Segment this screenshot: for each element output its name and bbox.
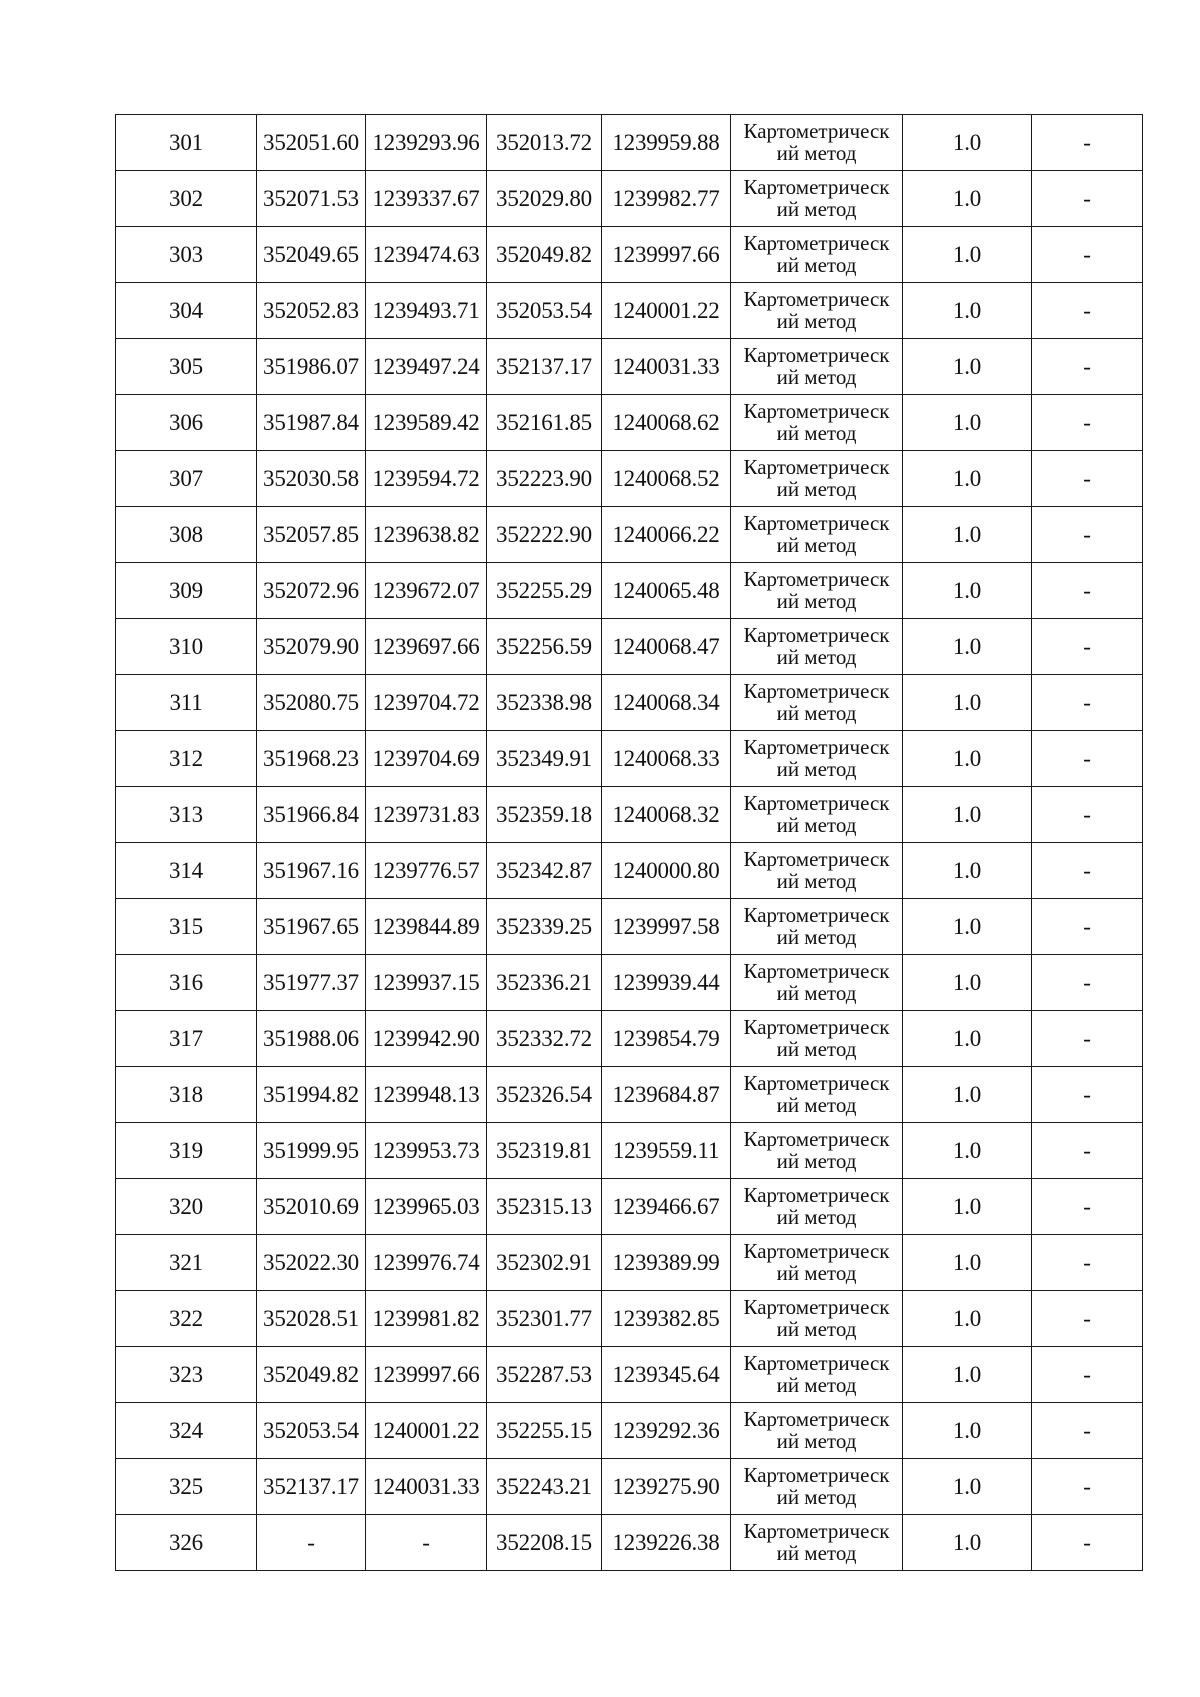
accuracy-cell: 1.0	[903, 563, 1032, 619]
method-text-line-1: Картометрическ	[743, 1350, 890, 1375]
note-cell: -	[1032, 1515, 1143, 1571]
accuracy-cell: 1.0	[903, 955, 1032, 1011]
existing-x-cell: 351977.37	[257, 955, 366, 1011]
existing-x-cell: 351987.84	[257, 395, 366, 451]
method-cell	[731, 1347, 903, 1403]
method-text-line-2: ий метод	[776, 700, 857, 725]
coordinates-table	[115, 114, 1143, 1571]
new-x-cell: 352301.77	[487, 1291, 602, 1347]
table-row	[116, 899, 1143, 955]
method-cell	[731, 1011, 903, 1067]
new-x-cell: 352029.80	[487, 171, 602, 227]
point-number-cell: 317	[116, 1011, 257, 1067]
new-x-cell: 352332.72	[487, 1011, 602, 1067]
new-x-cell: 352243.21	[487, 1459, 602, 1515]
new-x-cell: 352137.17	[487, 339, 602, 395]
method-cell	[731, 1515, 903, 1571]
point-number-cell: 322	[116, 1291, 257, 1347]
method-text-line-1: Картометрическ	[743, 230, 890, 255]
method-text-line-2: ий метод	[776, 1372, 857, 1397]
accuracy-cell: 1.0	[903, 787, 1032, 843]
existing-x-cell: 351967.16	[257, 843, 366, 899]
method-text-line-2: ий метод	[776, 1204, 857, 1229]
method-text-line-1: Картометрическ	[743, 286, 890, 311]
new-x-cell: 352161.85	[487, 395, 602, 451]
new-x-cell: 352326.54	[487, 1067, 602, 1123]
existing-y-cell: 1239293.96	[366, 115, 487, 171]
method-text-line-1: Картометрическ	[743, 566, 890, 591]
method-text-line-2: ий метод	[776, 1540, 857, 1565]
existing-y-cell: 1239953.73	[366, 1123, 487, 1179]
existing-y-cell: 1239844.89	[366, 899, 487, 955]
method-cell	[731, 283, 903, 339]
table-row	[116, 1403, 1143, 1459]
method-cell	[731, 675, 903, 731]
method-text-line-2: ий метод	[776, 252, 857, 277]
existing-y-cell: 1239704.72	[366, 675, 487, 731]
method-text-line-1: Картометрическ	[743, 622, 890, 647]
accuracy-cell: 1.0	[903, 283, 1032, 339]
point-number-cell: 312	[116, 731, 257, 787]
accuracy-cell: 1.0	[903, 1235, 1032, 1291]
new-x-cell: 352255.29	[487, 563, 602, 619]
existing-y-cell: 1239704.69	[366, 731, 487, 787]
table-row	[116, 451, 1143, 507]
existing-y-cell: 1239672.07	[366, 563, 487, 619]
table-body	[116, 115, 1143, 1571]
table-row	[116, 507, 1143, 563]
existing-x-cell: 352051.60	[257, 115, 366, 171]
existing-x-cell: 351999.95	[257, 1123, 366, 1179]
method-cell	[731, 787, 903, 843]
point-number-cell: 320	[116, 1179, 257, 1235]
new-x-cell: 352013.72	[487, 115, 602, 171]
table-row	[116, 1235, 1143, 1291]
existing-y-cell: 1239731.83	[366, 787, 487, 843]
new-y-cell: 1239292.36	[602, 1403, 731, 1459]
accuracy-cell: 1.0	[903, 339, 1032, 395]
existing-y-cell: 1240001.22	[366, 1403, 487, 1459]
accuracy-cell: 1.0	[903, 1459, 1032, 1515]
method-text-line-2: ий метод	[776, 196, 857, 221]
new-x-cell: 352049.82	[487, 227, 602, 283]
point-number-cell: 325	[116, 1459, 257, 1515]
new-x-cell: 352287.53	[487, 1347, 602, 1403]
existing-y-cell: 1239997.66	[366, 1347, 487, 1403]
note-cell: -	[1032, 1011, 1143, 1067]
new-y-cell: 1240068.52	[602, 451, 731, 507]
accuracy-cell: 1.0	[903, 1515, 1032, 1571]
existing-x-cell: 351986.07	[257, 339, 366, 395]
note-cell: -	[1032, 899, 1143, 955]
method-text-line-2: ий метод	[776, 924, 857, 949]
point-number-cell: 324	[116, 1403, 257, 1459]
table-row	[116, 1123, 1143, 1179]
accuracy-cell: 1.0	[903, 1067, 1032, 1123]
new-y-cell: 1240065.48	[602, 563, 731, 619]
new-y-cell: 1239382.85	[602, 1291, 731, 1347]
new-y-cell: 1239226.38	[602, 1515, 731, 1571]
new-x-cell: 352336.21	[487, 955, 602, 1011]
new-x-cell: 352302.91	[487, 1235, 602, 1291]
method-text-line-1: Картометрическ	[743, 1126, 890, 1151]
existing-x-cell: -	[257, 1515, 366, 1571]
new-x-cell: 352053.54	[487, 283, 602, 339]
new-y-cell: 1239997.66	[602, 227, 731, 283]
table-row	[116, 563, 1143, 619]
new-y-cell: 1239982.77	[602, 171, 731, 227]
new-x-cell: 352319.81	[487, 1123, 602, 1179]
method-text-line-1: Картометрическ	[743, 846, 890, 871]
new-x-cell: 352315.13	[487, 1179, 602, 1235]
accuracy-cell: 1.0	[903, 395, 1032, 451]
new-x-cell: 352359.18	[487, 787, 602, 843]
method-text-line-2: ий метод	[776, 364, 857, 389]
new-y-cell: 1240068.32	[602, 787, 731, 843]
new-y-cell: 1239275.90	[602, 1459, 731, 1515]
method-text-line-2: ий метод	[776, 980, 857, 1005]
existing-y-cell: 1239638.82	[366, 507, 487, 563]
existing-x-cell: 352080.75	[257, 675, 366, 731]
accuracy-cell: 1.0	[903, 227, 1032, 283]
method-text-line-2: ий метод	[776, 588, 857, 613]
method-text-line-1: Картометрическ	[743, 1406, 890, 1431]
accuracy-cell: 1.0	[903, 1011, 1032, 1067]
method-cell	[731, 507, 903, 563]
method-text-line-1: Картометрическ	[743, 510, 890, 535]
method-text-line-2: ий метод	[776, 1428, 857, 1453]
accuracy-cell: 1.0	[903, 675, 1032, 731]
existing-x-cell: 352010.69	[257, 1179, 366, 1235]
existing-y-cell: 1239594.72	[366, 451, 487, 507]
existing-y-cell: 1239497.24	[366, 339, 487, 395]
new-y-cell: 1239389.99	[602, 1235, 731, 1291]
method-text-line-1: Картометрическ	[743, 342, 890, 367]
existing-y-cell: 1239474.63	[366, 227, 487, 283]
method-cell	[731, 899, 903, 955]
new-y-cell: 1240068.62	[602, 395, 731, 451]
note-cell: -	[1032, 451, 1143, 507]
method-cell	[731, 115, 903, 171]
existing-x-cell: 351968.23	[257, 731, 366, 787]
method-cell	[731, 451, 903, 507]
existing-x-cell: 352072.96	[257, 563, 366, 619]
note-cell: -	[1032, 507, 1143, 563]
method-text-line-2: ий метод	[776, 644, 857, 669]
accuracy-cell: 1.0	[903, 843, 1032, 899]
method-cell	[731, 731, 903, 787]
method-cell	[731, 1235, 903, 1291]
note-cell: -	[1032, 395, 1143, 451]
table-row	[116, 1179, 1143, 1235]
new-y-cell: 1240001.22	[602, 283, 731, 339]
note-cell: -	[1032, 787, 1143, 843]
point-number-cell: 319	[116, 1123, 257, 1179]
table-row	[116, 1459, 1143, 1515]
new-y-cell: 1239997.58	[602, 899, 731, 955]
new-x-cell: 352223.90	[487, 451, 602, 507]
existing-x-cell: 352022.30	[257, 1235, 366, 1291]
point-number-cell: 307	[116, 451, 257, 507]
method-text-line-1: Картометрическ	[743, 174, 890, 199]
point-number-cell: 306	[116, 395, 257, 451]
note-cell: -	[1032, 283, 1143, 339]
point-number-cell: 308	[116, 507, 257, 563]
accuracy-cell: 1.0	[903, 171, 1032, 227]
new-x-cell: 352349.91	[487, 731, 602, 787]
method-cell	[731, 563, 903, 619]
new-y-cell: 1239559.11	[602, 1123, 731, 1179]
method-cell	[731, 1459, 903, 1515]
method-cell	[731, 843, 903, 899]
existing-y-cell: 1239976.74	[366, 1235, 487, 1291]
note-cell: -	[1032, 1459, 1143, 1515]
new-x-cell: 352208.15	[487, 1515, 602, 1571]
table-row	[116, 955, 1143, 1011]
method-text-line-1: Картометрическ	[743, 678, 890, 703]
existing-y-cell: 1239776.57	[366, 843, 487, 899]
existing-x-cell: 351988.06	[257, 1011, 366, 1067]
note-cell: -	[1032, 563, 1143, 619]
table-row	[116, 1067, 1143, 1123]
existing-x-cell: 352071.53	[257, 171, 366, 227]
note-cell: -	[1032, 1123, 1143, 1179]
point-number-cell: 311	[116, 675, 257, 731]
method-text-line-1: Картометрическ	[743, 1294, 890, 1319]
point-number-cell: 321	[116, 1235, 257, 1291]
table-row	[116, 1011, 1143, 1067]
point-number-cell: 318	[116, 1067, 257, 1123]
new-y-cell: 1240031.33	[602, 339, 731, 395]
new-x-cell: 352222.90	[487, 507, 602, 563]
method-text-line-2: ий метод	[776, 308, 857, 333]
existing-y-cell: 1239942.90	[366, 1011, 487, 1067]
method-text-line-2: ий метод	[776, 868, 857, 893]
new-x-cell: 352256.59	[487, 619, 602, 675]
new-y-cell: 1240068.34	[602, 675, 731, 731]
method-text-line-1: Картометрическ	[743, 1462, 890, 1487]
note-cell: -	[1032, 339, 1143, 395]
method-text-line-2: ий метод	[776, 756, 857, 781]
new-y-cell: 1240000.80	[602, 843, 731, 899]
existing-y-cell: 1239948.13	[366, 1067, 487, 1123]
point-number-cell: 323	[116, 1347, 257, 1403]
point-number-cell: 315	[116, 899, 257, 955]
method-text-line-2: ий метод	[776, 532, 857, 557]
table-row	[116, 1291, 1143, 1347]
accuracy-cell: 1.0	[903, 1347, 1032, 1403]
method-cell	[731, 619, 903, 675]
point-number-cell: 302	[116, 171, 257, 227]
point-number-cell: 316	[116, 955, 257, 1011]
new-y-cell: 1239939.44	[602, 955, 731, 1011]
method-text-line-1: Картометрическ	[743, 1238, 890, 1263]
method-cell	[731, 1291, 903, 1347]
existing-y-cell: 1239493.71	[366, 283, 487, 339]
note-cell: -	[1032, 1067, 1143, 1123]
method-cell	[731, 1179, 903, 1235]
existing-y-cell: -	[366, 1515, 487, 1571]
existing-x-cell: 352057.85	[257, 507, 366, 563]
method-cell	[731, 339, 903, 395]
new-y-cell: 1239854.79	[602, 1011, 731, 1067]
method-text-line-1: Картометрическ	[743, 118, 890, 143]
method-text-line-1: Картометрическ	[743, 1182, 890, 1207]
new-y-cell: 1239684.87	[602, 1067, 731, 1123]
note-cell: -	[1032, 115, 1143, 171]
new-x-cell: 352339.25	[487, 899, 602, 955]
new-y-cell: 1240068.47	[602, 619, 731, 675]
note-cell: -	[1032, 1291, 1143, 1347]
accuracy-cell: 1.0	[903, 731, 1032, 787]
note-cell: -	[1032, 1235, 1143, 1291]
note-cell: -	[1032, 675, 1143, 731]
existing-x-cell: 351994.82	[257, 1067, 366, 1123]
method-cell	[731, 395, 903, 451]
method-text-line-1: Картометрическ	[743, 398, 890, 423]
table-row	[116, 787, 1143, 843]
existing-x-cell: 351967.65	[257, 899, 366, 955]
table-row	[116, 283, 1143, 339]
point-number-cell: 304	[116, 283, 257, 339]
accuracy-cell: 1.0	[903, 451, 1032, 507]
table-row	[116, 339, 1143, 395]
existing-y-cell: 1239337.67	[366, 171, 487, 227]
note-cell: -	[1032, 843, 1143, 899]
accuracy-cell: 1.0	[903, 507, 1032, 563]
new-x-cell: 352342.87	[487, 843, 602, 899]
table-row	[116, 227, 1143, 283]
existing-x-cell: 352137.17	[257, 1459, 366, 1515]
new-y-cell: 1239345.64	[602, 1347, 731, 1403]
method-text-line-2: ий метод	[776, 1260, 857, 1285]
new-x-cell: 352255.15	[487, 1403, 602, 1459]
method-text-line-1: Картометрическ	[743, 958, 890, 983]
method-text-line-1: Картометрическ	[743, 1014, 890, 1039]
method-cell	[731, 1067, 903, 1123]
method-cell	[731, 955, 903, 1011]
accuracy-cell: 1.0	[903, 1403, 1032, 1459]
point-number-cell: 309	[116, 563, 257, 619]
existing-y-cell: 1239697.66	[366, 619, 487, 675]
existing-y-cell: 1239965.03	[366, 1179, 487, 1235]
point-number-cell: 303	[116, 227, 257, 283]
table-row	[116, 395, 1143, 451]
existing-y-cell: 1239981.82	[366, 1291, 487, 1347]
point-number-cell: 305	[116, 339, 257, 395]
existing-y-cell: 1239589.42	[366, 395, 487, 451]
method-cell	[731, 1123, 903, 1179]
method-text-line-1: Картометрическ	[743, 790, 890, 815]
table-row	[116, 115, 1143, 171]
table-row	[116, 1347, 1143, 1403]
note-cell: -	[1032, 171, 1143, 227]
method-text-line-2: ий метод	[776, 1036, 857, 1061]
existing-x-cell: 352049.65	[257, 227, 366, 283]
new-y-cell: 1240068.33	[602, 731, 731, 787]
table-row	[116, 675, 1143, 731]
existing-x-cell: 352079.90	[257, 619, 366, 675]
method-cell	[731, 227, 903, 283]
note-cell: -	[1032, 955, 1143, 1011]
existing-x-cell: 351966.84	[257, 787, 366, 843]
method-text-line-2: ий метод	[776, 140, 857, 165]
method-text-line-2: ий метод	[776, 1484, 857, 1509]
note-cell: -	[1032, 731, 1143, 787]
method-text-line-1: Картометрическ	[743, 1518, 890, 1543]
point-number-cell: 314	[116, 843, 257, 899]
existing-y-cell: 1240031.33	[366, 1459, 487, 1515]
existing-x-cell: 352028.51	[257, 1291, 366, 1347]
table-row	[116, 843, 1143, 899]
accuracy-cell: 1.0	[903, 1123, 1032, 1179]
point-number-cell: 310	[116, 619, 257, 675]
method-cell	[731, 171, 903, 227]
method-text-line-2: ий метод	[776, 476, 857, 501]
note-cell: -	[1032, 1179, 1143, 1235]
method-text-line-2: ий метод	[776, 1316, 857, 1341]
point-number-cell: 301	[116, 115, 257, 171]
existing-x-cell: 352030.58	[257, 451, 366, 507]
table-row	[116, 1515, 1143, 1571]
existing-x-cell: 352049.82	[257, 1347, 366, 1403]
note-cell: -	[1032, 1347, 1143, 1403]
note-cell: -	[1032, 619, 1143, 675]
method-text-line-2: ий метод	[776, 420, 857, 445]
table-row	[116, 171, 1143, 227]
existing-y-cell: 1239937.15	[366, 955, 487, 1011]
method-text-line-1: Картометрическ	[743, 454, 890, 479]
point-number-cell: 326	[116, 1515, 257, 1571]
note-cell: -	[1032, 227, 1143, 283]
accuracy-cell: 1.0	[903, 1291, 1032, 1347]
method-text-line-2: ий метод	[776, 1148, 857, 1173]
accuracy-cell: 1.0	[903, 115, 1032, 171]
existing-x-cell: 352052.83	[257, 283, 366, 339]
existing-x-cell: 352053.54	[257, 1403, 366, 1459]
method-text-line-2: ий метод	[776, 1092, 857, 1117]
method-text-line-2: ий метод	[776, 812, 857, 837]
point-number-cell: 313	[116, 787, 257, 843]
table-row	[116, 731, 1143, 787]
method-text-line-1: Картометрическ	[743, 902, 890, 927]
method-text-line-1: Картометрическ	[743, 1070, 890, 1095]
method-text-line-1: Картометрическ	[743, 734, 890, 759]
new-y-cell: 1239466.67	[602, 1179, 731, 1235]
note-cell: -	[1032, 1403, 1143, 1459]
accuracy-cell: 1.0	[903, 899, 1032, 955]
accuracy-cell: 1.0	[903, 619, 1032, 675]
method-cell	[731, 1403, 903, 1459]
new-x-cell: 352338.98	[487, 675, 602, 731]
new-y-cell: 1240066.22	[602, 507, 731, 563]
table-row	[116, 619, 1143, 675]
accuracy-cell: 1.0	[903, 1179, 1032, 1235]
new-y-cell: 1239959.88	[602, 115, 731, 171]
